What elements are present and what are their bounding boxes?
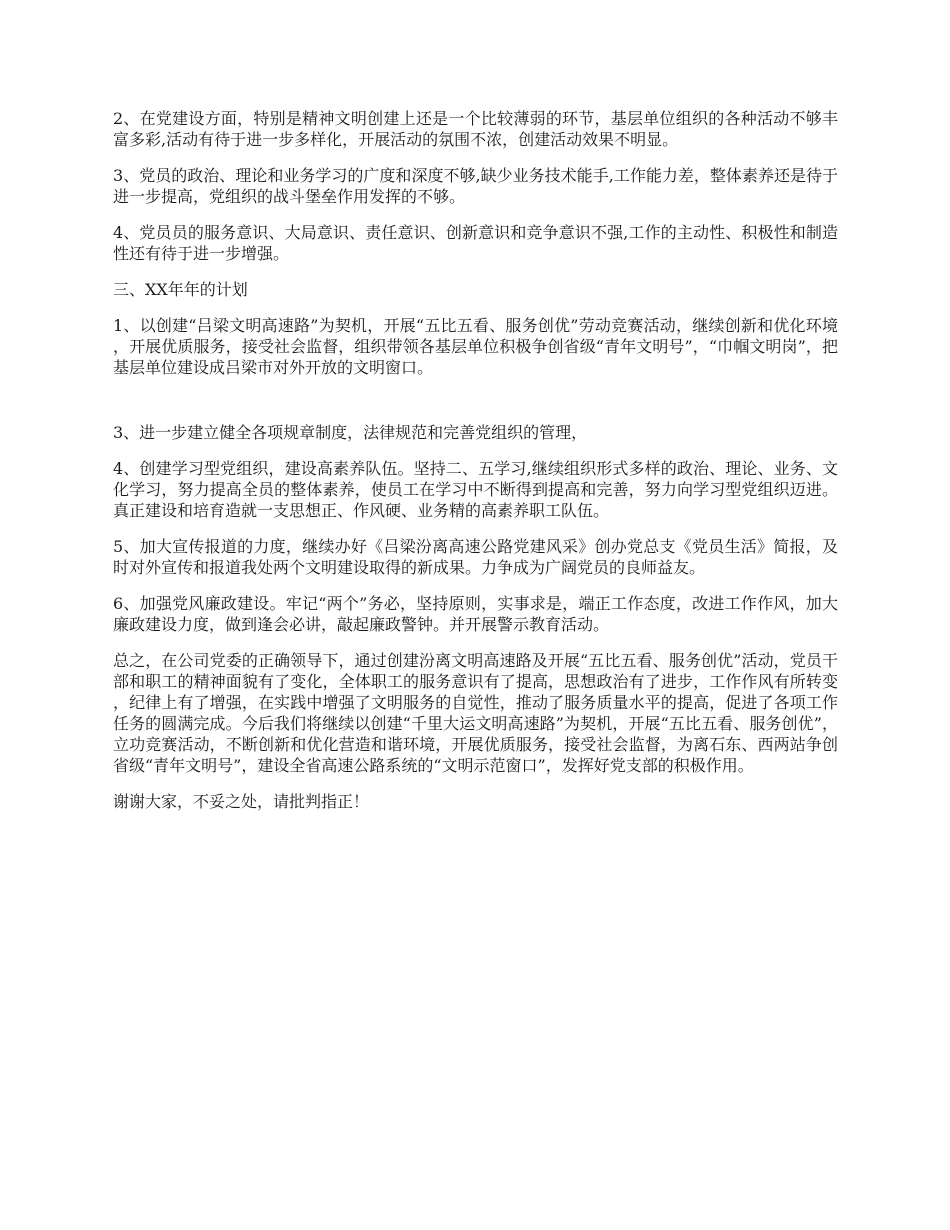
paragraph-issue-4: 4、党员员的服务意识、大局意识、责任意识、创新意识和竞争意识不强,工作的主动性、积极性和制造性还有待于进一步增强。: [113, 223, 838, 263]
paragraph-plan-6: 6、加强党风廉政建设。牢记“两个”务必，坚持原则，实事求是，端正工作态度，改进工作作风，加大廉政建设力度，做到逢会必讲，敲起廉政警钟。并开展警示教育活动。: [113, 594, 838, 634]
paragraph-issue-2: 2、在党建设方面，特别是精神文明创建上还是一个比较薄弱的环节，基层单位组织的各种活动不够丰富多彩,活动有待于进一步多样化，开展活动的氛围不浓，创建活动效果不明显。: [113, 109, 838, 149]
paragraph-plan-3: 3、进一步建立健全各项规章制度，法律规范和完善党组织的管理，: [113, 423, 588, 442]
paragraph-plan-1: 1、以创建“吕梁文明高速路”为契机，开展“五比五看、服务创优”劳动竞赛活动，继续创新和优化环境，开展优质服务，接受社会监督，组织带领各基层单位积极争创省级“青年文明号”，“巾帼文明岗”，把基层单位建设成吕梁市对外开放的文明窗口。: [113, 316, 838, 377]
paragraph-issue-3: 3、党员的政治、理论和业务学习的广度和深度不够,缺少业务技术能手,工作能力差，整体素养还是待于进一步提高，党组织的战斗堡垒作用发挥的不够。: [113, 166, 838, 206]
paragraph-plan-5: 5、加大宣传报道的力度，继续办好《吕梁汾离高速公路党建风采》创办党总支《党员生活》简报，及时对外宣传和报道我处两个文明建设取得的新成果。力争成为广阔党员的良师益友。: [113, 537, 838, 577]
blank-gap: [113, 393, 838, 422]
section-heading-plan: 三、XX年年的计划: [113, 280, 248, 299]
paragraph-closing: 谢谢大家，不妥之处，请批判指正！: [113, 792, 370, 811]
paragraph-plan-4: 4、创建学习型党组织，建设高素养队伍。坚持二、五学习,继续组织形式多样的政治、理论、业务、文化学习，努力提高全员的整体素养，使员工在学习中不断得到提高和完善，努力向学习型党组织迈进。真正建设和培育造就一支思想正、作风硬、业务精的高素养职工队伍。: [113, 459, 838, 520]
paragraph-summary: 总之，在公司党委的正确领导下，通过创建汾离文明高速路及开展“五比五看、服务创优”活动，党员干部和职工的精神面貌有了变化，全体职工的服务意识有了提高，思想政治有了进步，工作作风有所转变，纪律上有了增强，在实践中增强了文明服务的自觉性，推动了服务质量水平的提高，促进了各项工作任务的圆满完成。今后我们将继续以创建“千里大运文明高速路”为契机，开展“五比五看、服务创优”，立功竞赛活动，不断创新和优化营造和谐环境，开展优质服务，接受社会监督，为离石东、西两站争创省级“青年文明号”，建设全省高速公路系统的“文明示范窗口”，发挥好党支部的积极作用。: [113, 651, 838, 775]
